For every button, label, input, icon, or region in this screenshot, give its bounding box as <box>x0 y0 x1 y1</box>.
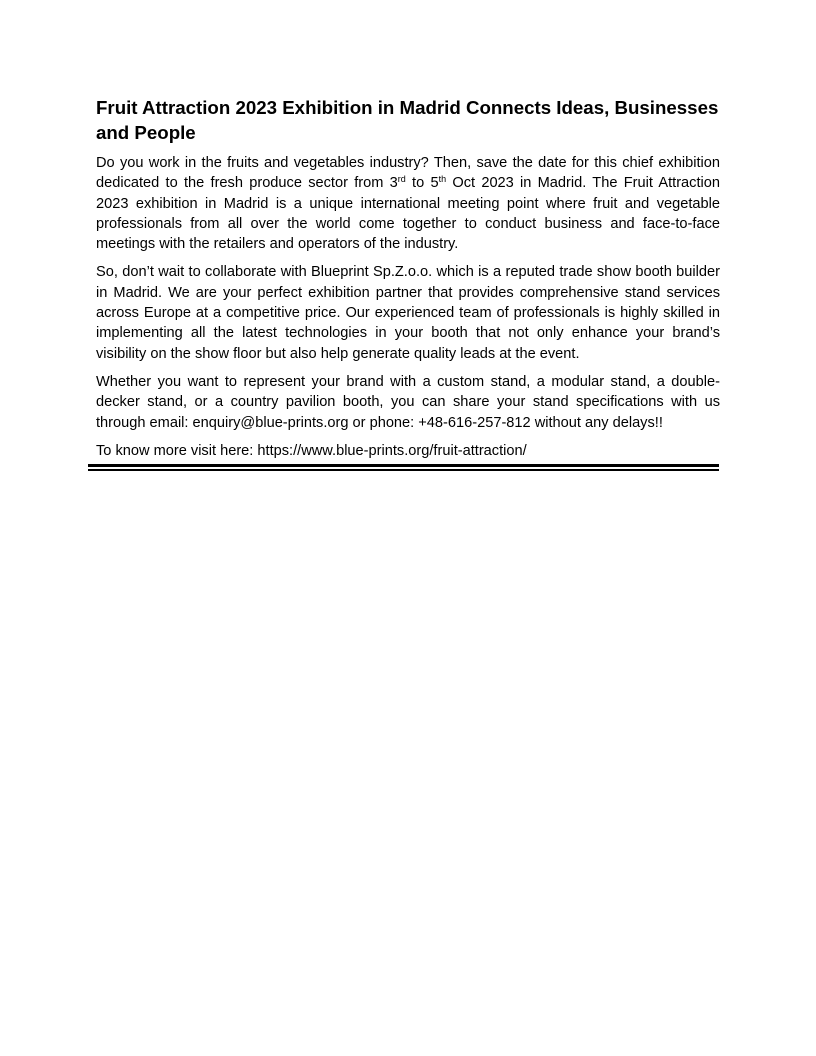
document-title: Fruit Attraction 2023 Exhibition in Madrid Connects Ideas, Businesses and People <box>96 97 719 143</box>
double-rule-thin-line <box>88 469 719 471</box>
text-segment: So, don’t wait to collaborate with Blueprint Sp.Z.o.o. which is a reputed trade show booth builder in Madrid. We are your perfect exhibition partner that provides comprehensive stand services across Europe at a competitive price. Our experienced team of professionals is highly skilled in implementing all the latest technologies in your booth that not only enhance your brand’s visibility on the show floor but also help generate quality leads at the event. <box>96 264 720 362</box>
superscript: th <box>438 174 447 185</box>
text-segment: to 5 <box>405 175 439 192</box>
text-segment: Do you work in the fruits and vegetables industry? Then, save the date for this chief exhibition dedicated to the fresh produce sector from 3 <box>96 155 720 192</box>
text-segment: Oct 2023 in Madrid. The Fruit Attraction 2023 exhibition in Madrid is a unique international meeting point where fruit and vegetable professionals from all over the world come together to conduct business and face-to-face meetings with the retailers and operators of the industry. <box>96 175 720 253</box>
text-segment: Whether you want to represent your brand with a custom stand, a modular stand, a double-decker stand, or a country pavilion booth, you can share your stand specifications with us through email: enquiry@blue-prints.org or phone: +48-616-257-812 without any delays!! <box>96 373 720 431</box>
body-paragraphs <box>96 153 720 433</box>
paragraph-contact <box>96 372 720 433</box>
footer-url[interactable]: https://www.blue-prints.org/fruit-attraction/ <box>257 442 527 459</box>
paragraph-about-blueprint <box>96 262 720 363</box>
footer-text: To know more visit here: <box>96 442 258 459</box>
footer-line <box>96 441 720 461</box>
superscript: rd <box>397 174 406 185</box>
double-rule <box>88 464 719 471</box>
paragraph-intro <box>96 153 720 254</box>
double-rule-thick-line <box>88 464 719 467</box>
